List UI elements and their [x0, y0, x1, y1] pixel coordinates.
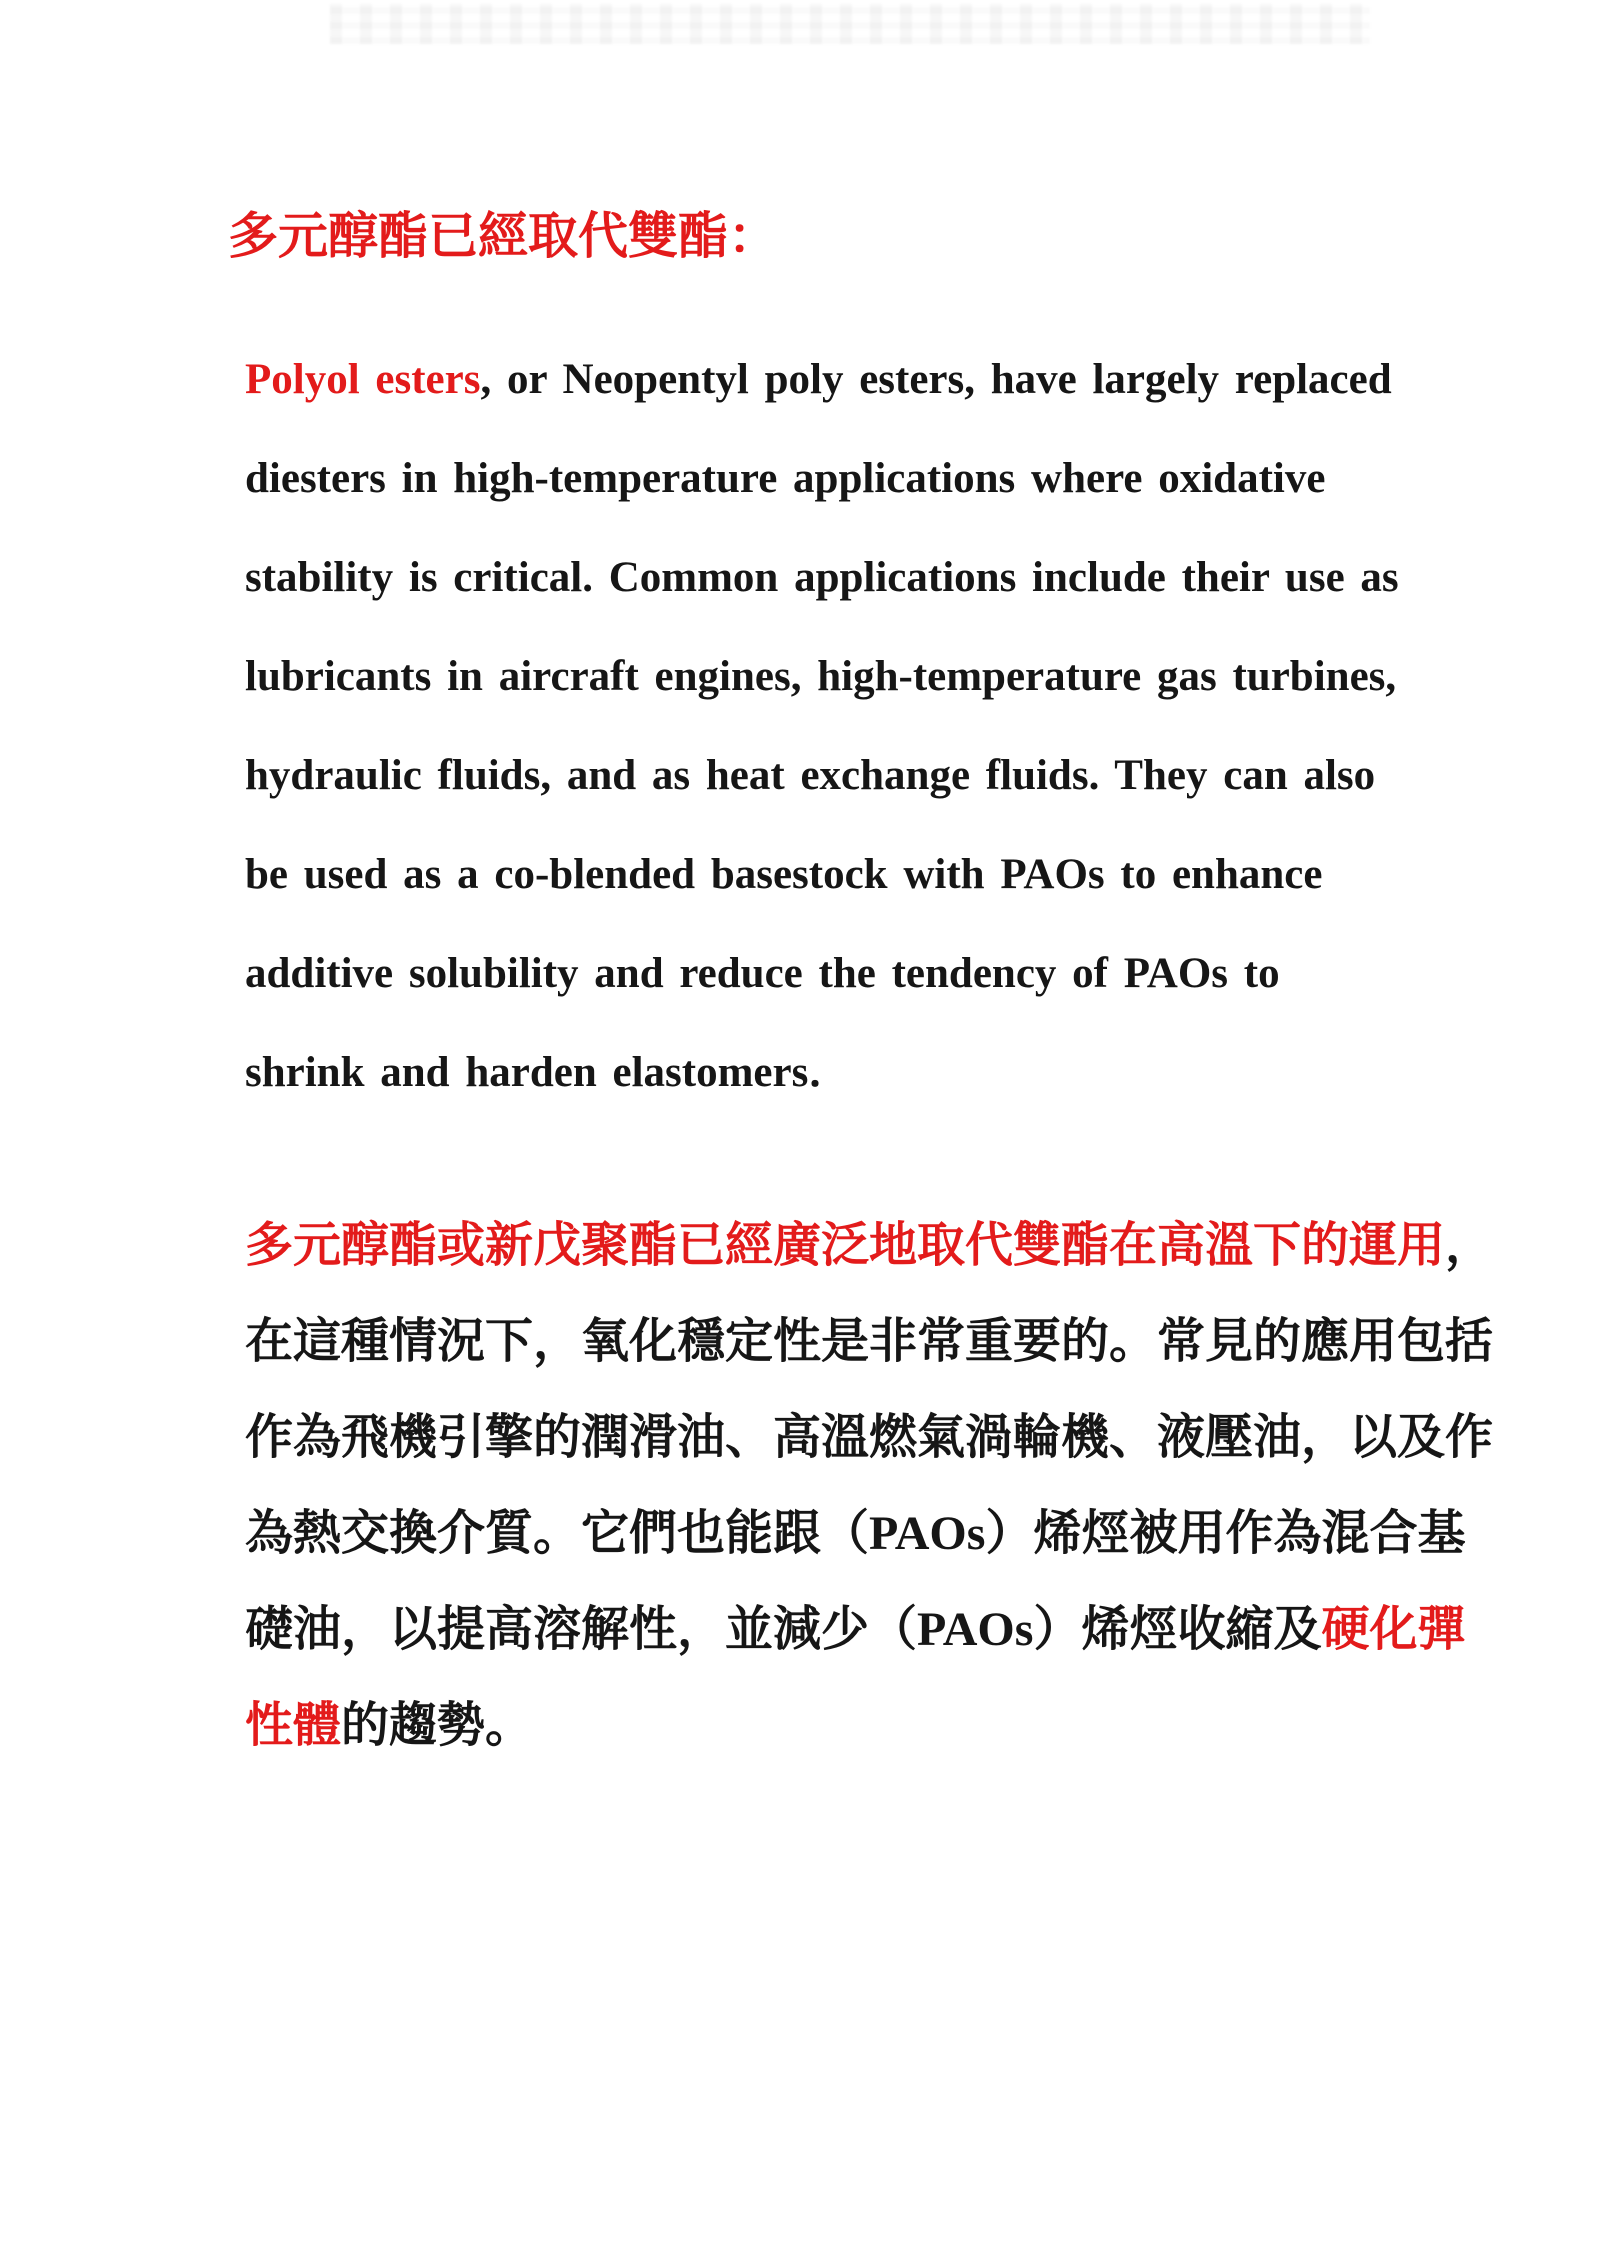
text-line — [245, 429, 1485, 528]
text-segment: 的趨勢。 — [341, 1699, 534, 1752]
text-segment: 在這種情況下，氧化穩定性是非常重要的。常見的應用包括 — [245, 1315, 1494, 1368]
text-segment: Polyol esters — [245, 356, 481, 403]
text-line — [245, 1582, 1485, 1678]
text-line — [245, 1294, 1494, 1390]
text-segment: 多元醇酯或新戊聚酯已經廣泛地取代雙酯在高溫下的運用 — [245, 1219, 1446, 1272]
text-line — [245, 330, 1485, 429]
text-segment: 性體 — [245, 1699, 342, 1752]
chinese-paragraph — [245, 1198, 1494, 1774]
text-line — [245, 1198, 1494, 1294]
text-segment: additive solubility and reduce the tendency of PAOs to — [245, 950, 1280, 997]
text-segment: , or Neopentyl poly esters, have largely replaced — [480, 356, 1392, 403]
text-segment: diesters in high-temperature applications where oxidative — [245, 455, 1326, 502]
text-segment: hydraulic fluids, and as heat exchange fluids. They can also — [245, 752, 1376, 799]
text-line — [245, 1023, 1485, 1122]
text-segment: 為熱交換介質。它們也能跟（PAOs）烯烴被用作為混合基 — [245, 1507, 1466, 1560]
document-heading: 多元醇酯已經取代雙酯： — [228, 208, 778, 264]
text-line — [245, 627, 1485, 726]
text-line — [245, 825, 1485, 924]
text-segment: be used as a co-blended basestock with PAOs to enhance — [245, 851, 1323, 898]
text-line — [245, 528, 1485, 627]
scan-noise-artifact — [330, 4, 1370, 44]
text-line — [245, 1390, 1494, 1486]
text-segment: lubricants in aircraft engines, high-temperature gas turbines, — [245, 653, 1397, 700]
text-line — [245, 726, 1485, 825]
text-segment: shrink and harden elastomers． — [245, 1049, 852, 1096]
text-segment: 作為飛機引擎的潤滑油、高溫燃氣渦輪機、液壓油，以及作 — [245, 1411, 1494, 1464]
text-segment: 礎油，以提高溶解性，並減少（PAOs）烯烴收縮及 — [245, 1603, 1322, 1656]
text-line — [245, 924, 1485, 1023]
text-segment: 硬化彈 — [1321, 1603, 1466, 1656]
text-line — [245, 1486, 1485, 1582]
english-paragraph — [245, 330, 1485, 1122]
text-segment: ， — [1445, 1219, 1494, 1272]
text-segment: stability is critical. Common applications include their use as — [245, 554, 1399, 601]
text-line — [245, 1678, 1485, 1774]
